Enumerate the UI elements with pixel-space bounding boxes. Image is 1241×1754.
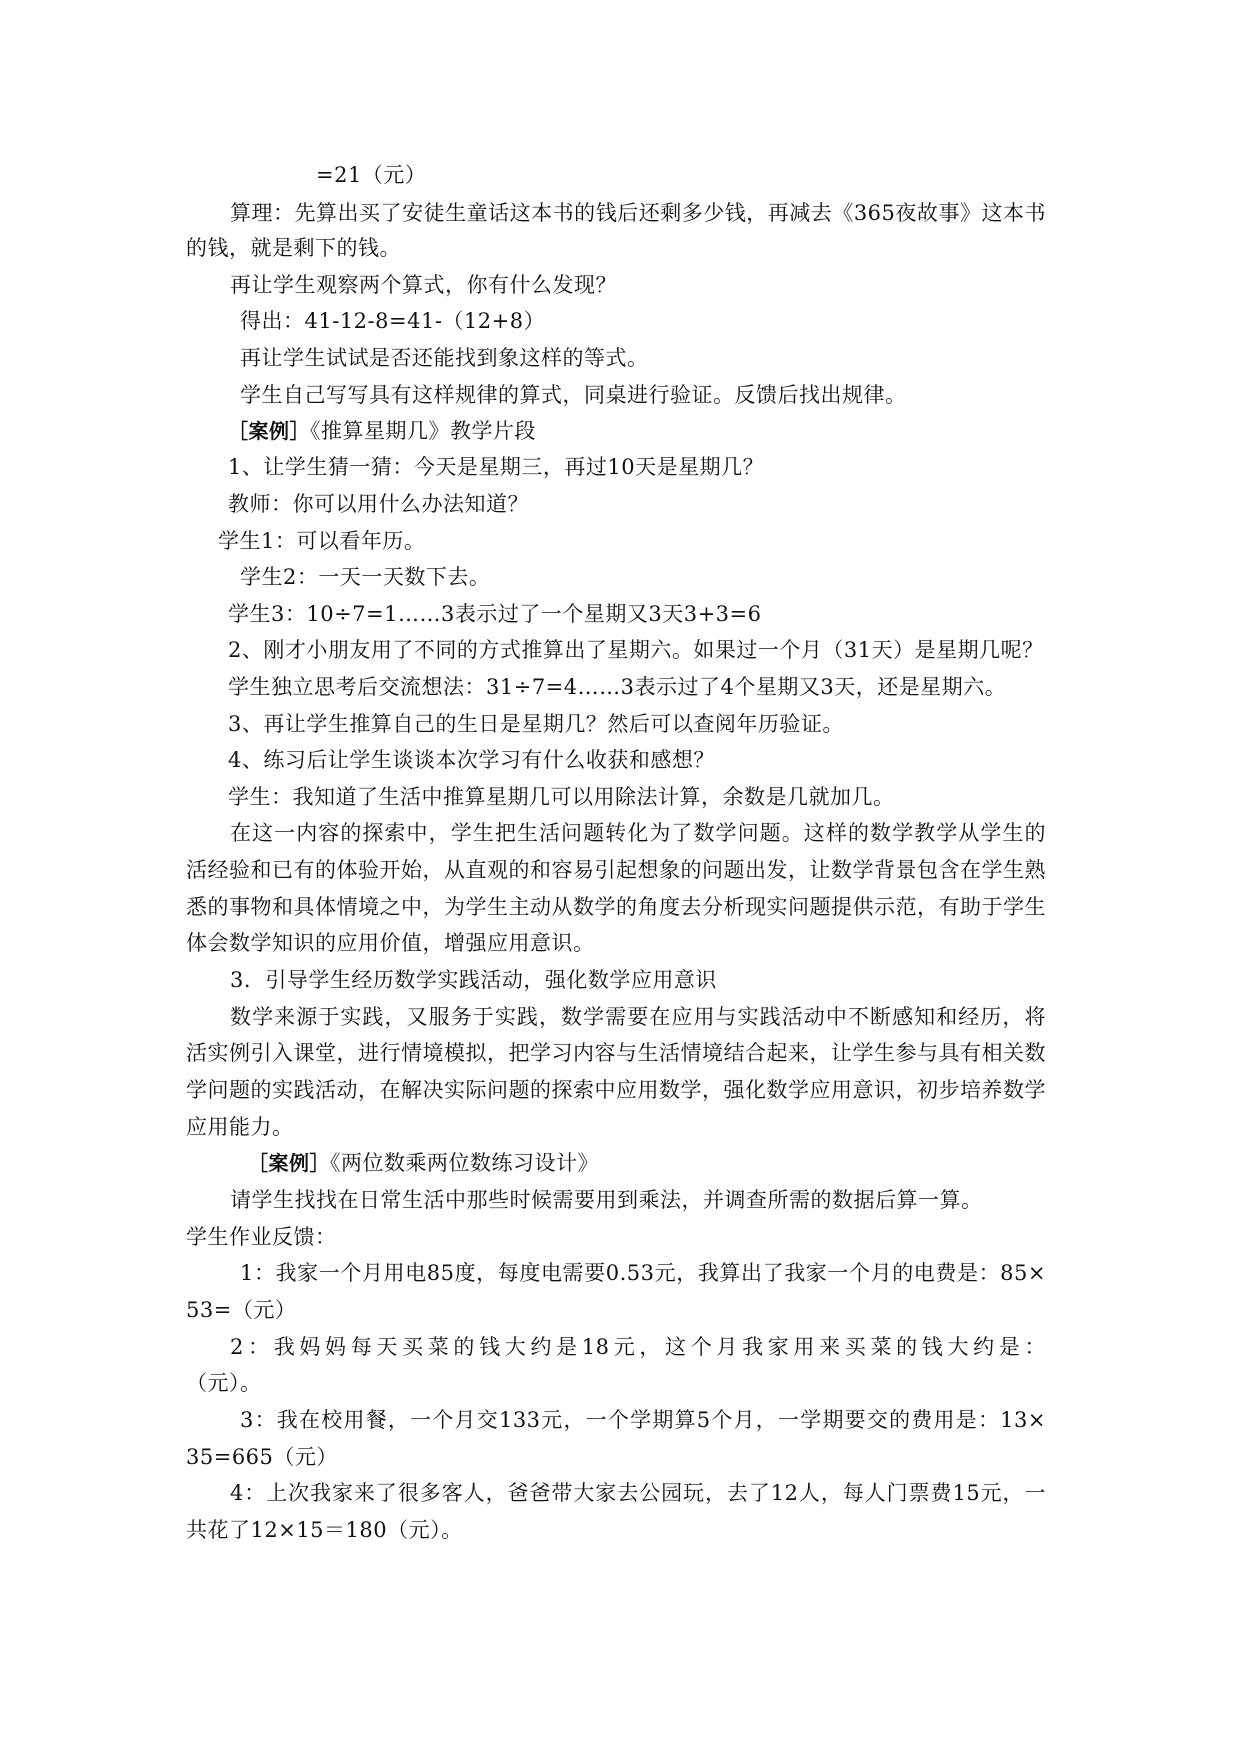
text-line: 数学来源于实践，又服务于实践，数学需要在应用与实践活动中不断感知和经历，将 [230,1005,1046,1029]
text-line: 再让学生观察两个算式，你有什么发现？ [230,273,617,297]
text-line: 体会数学知识的应用价值，增强应用意识。 [186,931,595,955]
case-heading [248,1148,599,1178]
text-line: 4、练习后让学生谈谈本次学习有什么收获和感想？ [228,748,715,772]
text-line: 请学生找找在日常生活中那些时候需要用到乘法，并调查所需的数据后算一算。 [230,1188,983,1212]
text-line: （元）。 [186,1371,262,1395]
text-line: 在这一内容的探索中，学生把生活问题转化为了数学问题。这样的数学教学从学生的 [230,821,1046,845]
text-line: 得出：41-12-8=41-（12+8） [240,309,546,333]
text-line: =21（元） [316,163,427,187]
text-line: 53=（元） [186,1298,297,1322]
text-line: 学问题的实践活动，在解决实际问题的探索中应用数学，强化数学应用意识，初步培养数学 [186,1078,1046,1102]
text-line: 算理：先算出买了安徒生童话这本书的钱后还剩多少钱，再减去《365夜故事》这本书 [230,201,1046,225]
text-line: 学生：我知道了生活中推算星期几可以用除法计算，余数是几就加几。 [228,785,895,809]
text-line: 2、刚才小朋友用了不同的方式推算出了星期六。如果过一个月（31天）是星期几呢？ [228,638,1044,662]
text-line: 2：我妈妈每天买菜的钱大约是18元，这个月我家用来买菜的钱大约是： [230,1335,1046,1359]
text-line: 悉的事物和具体情境之中，为学生主动从数学的角度去分析现实问题提供示范，有助于学生 [186,895,1046,919]
section-heading: 3．引导学生经历数学实践活动，强化数学应用意识 [230,968,717,992]
case-heading [228,416,536,446]
text-line: 学生自己写写具有这样规律的算式，同桌进行验证。反馈后找出规律。 [240,383,907,407]
text-line: 学生1：可以看年历。 [218,529,426,553]
text-line: 再让学生试试是否还能找到象这样的等式。 [240,346,649,370]
text-line: 1：我家一个月用电85度，每度电需要0.53元，我算出了我家一个月的电费是：85× [240,1261,1046,1285]
text-line: 的钱，就是剩下的钱。 [186,236,401,260]
text-line: 活经验和已有的体验开始，从直观的和容易引起想象的问题出发，让数学背景包含在学生熟 [186,858,1046,882]
text-line: 学生作业反馈： [186,1225,337,1249]
case-label: ［案例］ [228,419,310,443]
text-line: 共花了12×15＝180（元）。 [186,1518,463,1542]
text-line: 35=665（元） [186,1445,338,1469]
text-line: 3：我在校用餐，一个月交133元，一个学期算5个月，一学期要交的费用是：13× [240,1408,1046,1432]
text-line: 活实例引入课堂，进行情境模拟，把学习内容与生活情境结合起来，让学生参与具有相关数 [186,1041,1046,1065]
case-title: 《两位数乘两位数练习设计》 [330,1151,599,1175]
text-line: 4：上次我家来了很多客人，爸爸带大家去公园玩，去了12人，每人门票费15元，一 [230,1481,1046,1505]
case-title: 《推算星期几》教学片段 [310,419,536,443]
text-line: 学生2：一天一天数下去。 [240,565,491,589]
text-line: 教师：你可以用什么办法知道？ [228,492,529,516]
text-line: 应用能力。 [186,1115,294,1139]
text-line: 3、再让学生推算自己的生日是星期几？然后可以查阅年历验证。 [228,712,844,736]
text-line: 1、让学生猜一猜：今天是星期三，再过10天是星期几？ [228,455,765,479]
text-line: 学生独立思考后交流想法：31÷7=4……3表示过了4个星期又3天，还是星期六。 [228,675,1007,699]
text-line: 学生3：10÷7=1……3表示过了一个星期又3天3+3=6 [228,602,762,626]
case-label: ［案例］ [248,1151,330,1175]
